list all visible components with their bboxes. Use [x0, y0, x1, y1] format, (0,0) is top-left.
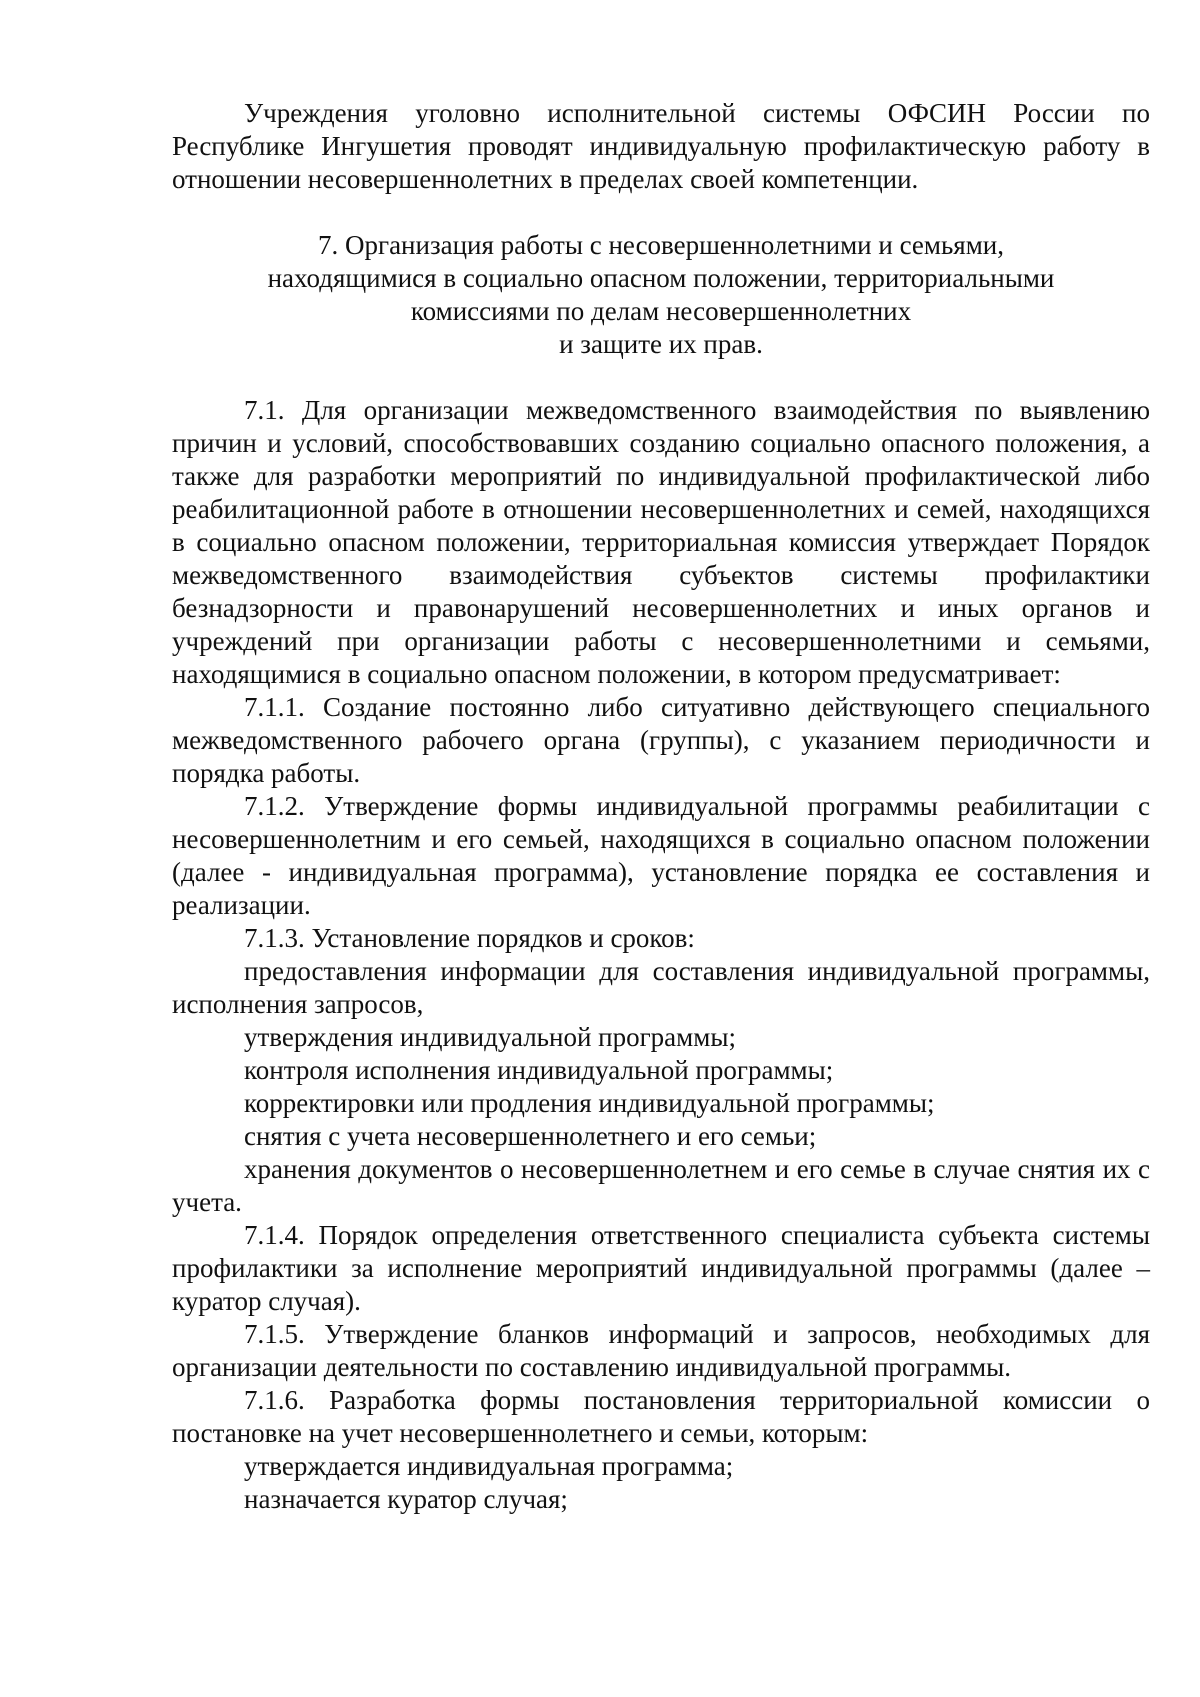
list-item-7-1-3-f: хранения документов о несовершеннолетнем и его семье в случае снятия их с учета. — [172, 1154, 1150, 1217]
section-heading-line-4: и защите их прав. — [559, 329, 763, 359]
list-item-7-1-6-b: назначается куратор случая; — [244, 1484, 568, 1514]
section-heading-line-1: 7. Организация работы с несовершеннолетними и семьями, — [318, 230, 1004, 260]
list-item-7-1-3-c: контроля исполнения индивидуальной программы; — [244, 1055, 834, 1085]
list-item-7-1-3-b: утверждения индивидуальной программы; — [244, 1022, 736, 1052]
paragraph-7-1-4: 7.1.4. Порядок определения ответственного специалиста субъекта системы профилактики за исполнение мероприятий индивидуальной программы (далее – куратор случая). — [172, 1220, 1150, 1316]
list-item-7-1-3-e: снятия с учета несовершеннолетнего и его семьи; — [244, 1121, 817, 1151]
list-item-7-1-3-d: корректировки или продления индивидуальной программы; — [244, 1088, 935, 1118]
paragraph-7-1-6: 7.1.6. Разработка формы постановления территориальной комиссии о постановке на учет несовершеннолетнего и семьи, которым: — [172, 1385, 1150, 1448]
list-item-7-1-3-a: предоставления информации для составления индивидуальной программы, исполнения запросов, — [172, 956, 1150, 1019]
section-heading-line-3: комиссиями по делам несовершеннолетних — [410, 296, 912, 326]
paragraph-7-1-2: 7.1.2. Утверждение формы индивидуальной программы реабилитации с несовершеннолетним и его семьей, находящихся в социально опасном положении (далее - индивидуальная программа), установление порядка ее составления и реализации. — [172, 791, 1150, 920]
list-item-7-1-6-a: утверждается индивидуальная программа; — [244, 1451, 734, 1481]
intro-paragraph: Учреждения уголовно исполнительной системы ОФСИН России по Республике Ингушетия проводят индивидуальную профилактическую работу в отношении несовершеннолетних в пределах своей компетенции. — [172, 98, 1150, 194]
paragraph-7-1: 7.1. Для организации межведомственного взаимодействия по выявлению причин и условий, способствовавших созданию социально опасного положения, а также для разработки мероприятий по индивидуальной профилактической либо реабилитационной работе в отношении несовершеннолетних и семей, находящихся в социально опасном положении, территориальная комиссия утверждает Порядок межведомственного взаимодействия субъектов системы профилактики безнадзорности и правонарушений несовершеннолетних и иных органов и учреждений при организации работы с несовершеннолетними и семьями, находящимися в социально опасном положении, в котором предусматривает: — [172, 395, 1150, 689]
paragraph-7-1-5: 7.1.5. Утверждение бланков информаций и запросов, необходимых для организации деятельности по составлению индивидуальной программы. — [172, 1319, 1150, 1382]
paragraph-7-1-3: 7.1.3. Установление порядков и сроков: — [244, 923, 695, 953]
document-body — [172, 97, 1150, 1516]
section-heading-line-2: находящимися в социально опасном положении, территориальными — [267, 263, 1055, 293]
section-heading — [172, 229, 1150, 361]
paragraph-7-1-1: 7.1.1. Создание постоянно либо ситуативно действующего специального межведомственного рабочего органа (группы), с указанием периодичности и порядка работы. — [172, 692, 1150, 788]
